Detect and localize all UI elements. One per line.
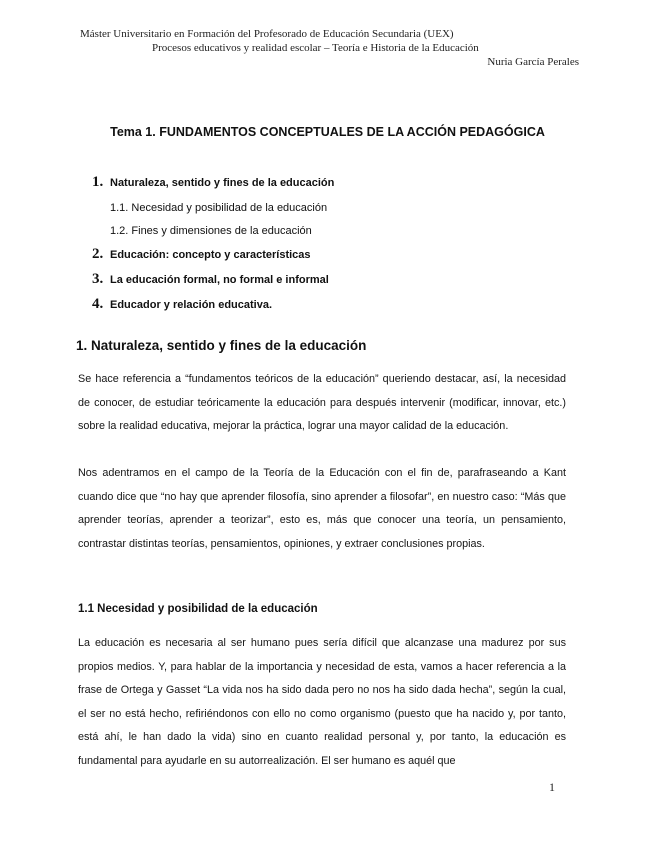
page-number: 1	[549, 780, 555, 794]
toc-subitem-1-1: 1.1. Necesidad y posibilidad de la educación	[110, 202, 328, 214]
toc-item-1-label: Naturaleza, sentido y fines de la educación	[110, 177, 335, 189]
toc-item-3-number: 3.	[92, 271, 104, 287]
toc-item-2	[92, 246, 311, 263]
header-line-2: Procesos educativos y realidad escolar – Teoría e Historia de la Educación	[152, 42, 479, 54]
toc-item-1	[92, 174, 334, 191]
toc-item-3	[92, 271, 329, 288]
header-author: Nuria García Perales	[487, 56, 579, 68]
section-1-1-paragraph-1: La educación es necesaria al ser humano pues sería difícil que alcanzase una madurez por sus propios medios. Y, para hablar de la importancia y necesidad de esta, vamos a hacer referencia a la frase de Ortega y Gasset “La vida nos ha sido dada pero no nos ha sido dada hecha”, según la cual, el ser no está hecho, refiriéndonos con ello no como organismo (puesto que ha nacido y, por tanto, está ahí, le han dado la vida) sino en cuanto realidad personal y, por tanto, la educación es fundamental para ayudarle en su autorrealización. El ser humano es aquél que	[78, 637, 566, 767]
toc-item-4	[92, 296, 272, 313]
toc-item-2-label: Educación: concepto y características	[110, 249, 311, 261]
section-1-1-heading: 1.1 Necesidad y posibilidad de la educación	[78, 603, 318, 615]
toc-item-3-label: La educación formal, no formal e informal	[110, 274, 329, 286]
toc-item-4-label: Educador y relación educativa.	[110, 299, 273, 311]
toc-item-2-number: 2.	[92, 246, 104, 262]
toc-item-1-number: 1.	[92, 174, 104, 190]
section-1-paragraph-1: Se hace referencia a “fundamentos teóricos de la educación” queriendo destacar, así, la necesidad de conocer, de estudiar teóricamente la educación para después intervenir (modificar, innovar, etc.) sobre la realidad educativa, mejorar la práctica, lograr una mayor calidad de la educación.	[78, 373, 566, 432]
toc-item-4-number: 4.	[92, 296, 104, 312]
section-1-heading: 1. Naturaleza, sentido y fines de la educación	[76, 338, 367, 353]
toc-subitem-1-2: 1.2. Fines y dimensiones de la educación	[110, 225, 312, 237]
header-line-1: Máster Universitario en Formación del Profesorado de Educación Secundaria (UEX)	[80, 28, 454, 40]
document-title: Tema 1. FUNDAMENTOS CONCEPTUALES DE LA ACCIÓN PEDAGÓGICA	[110, 125, 545, 139]
section-1-paragraph-2: Nos adentramos en el campo de la Teoría de la Educación con el fin de, parafraseando a Kant cuando dice que “no hay que aprender filosofía, sino aprender a filosofar”, en nuestro caso: “Más que aprender teorías, aprender a teorizar”, esto es, más que conocer una teoría, un pensamiento, contrastar distintas teorías, pensamientos, opiniones, y extraer conclusiones propias.	[78, 467, 566, 550]
